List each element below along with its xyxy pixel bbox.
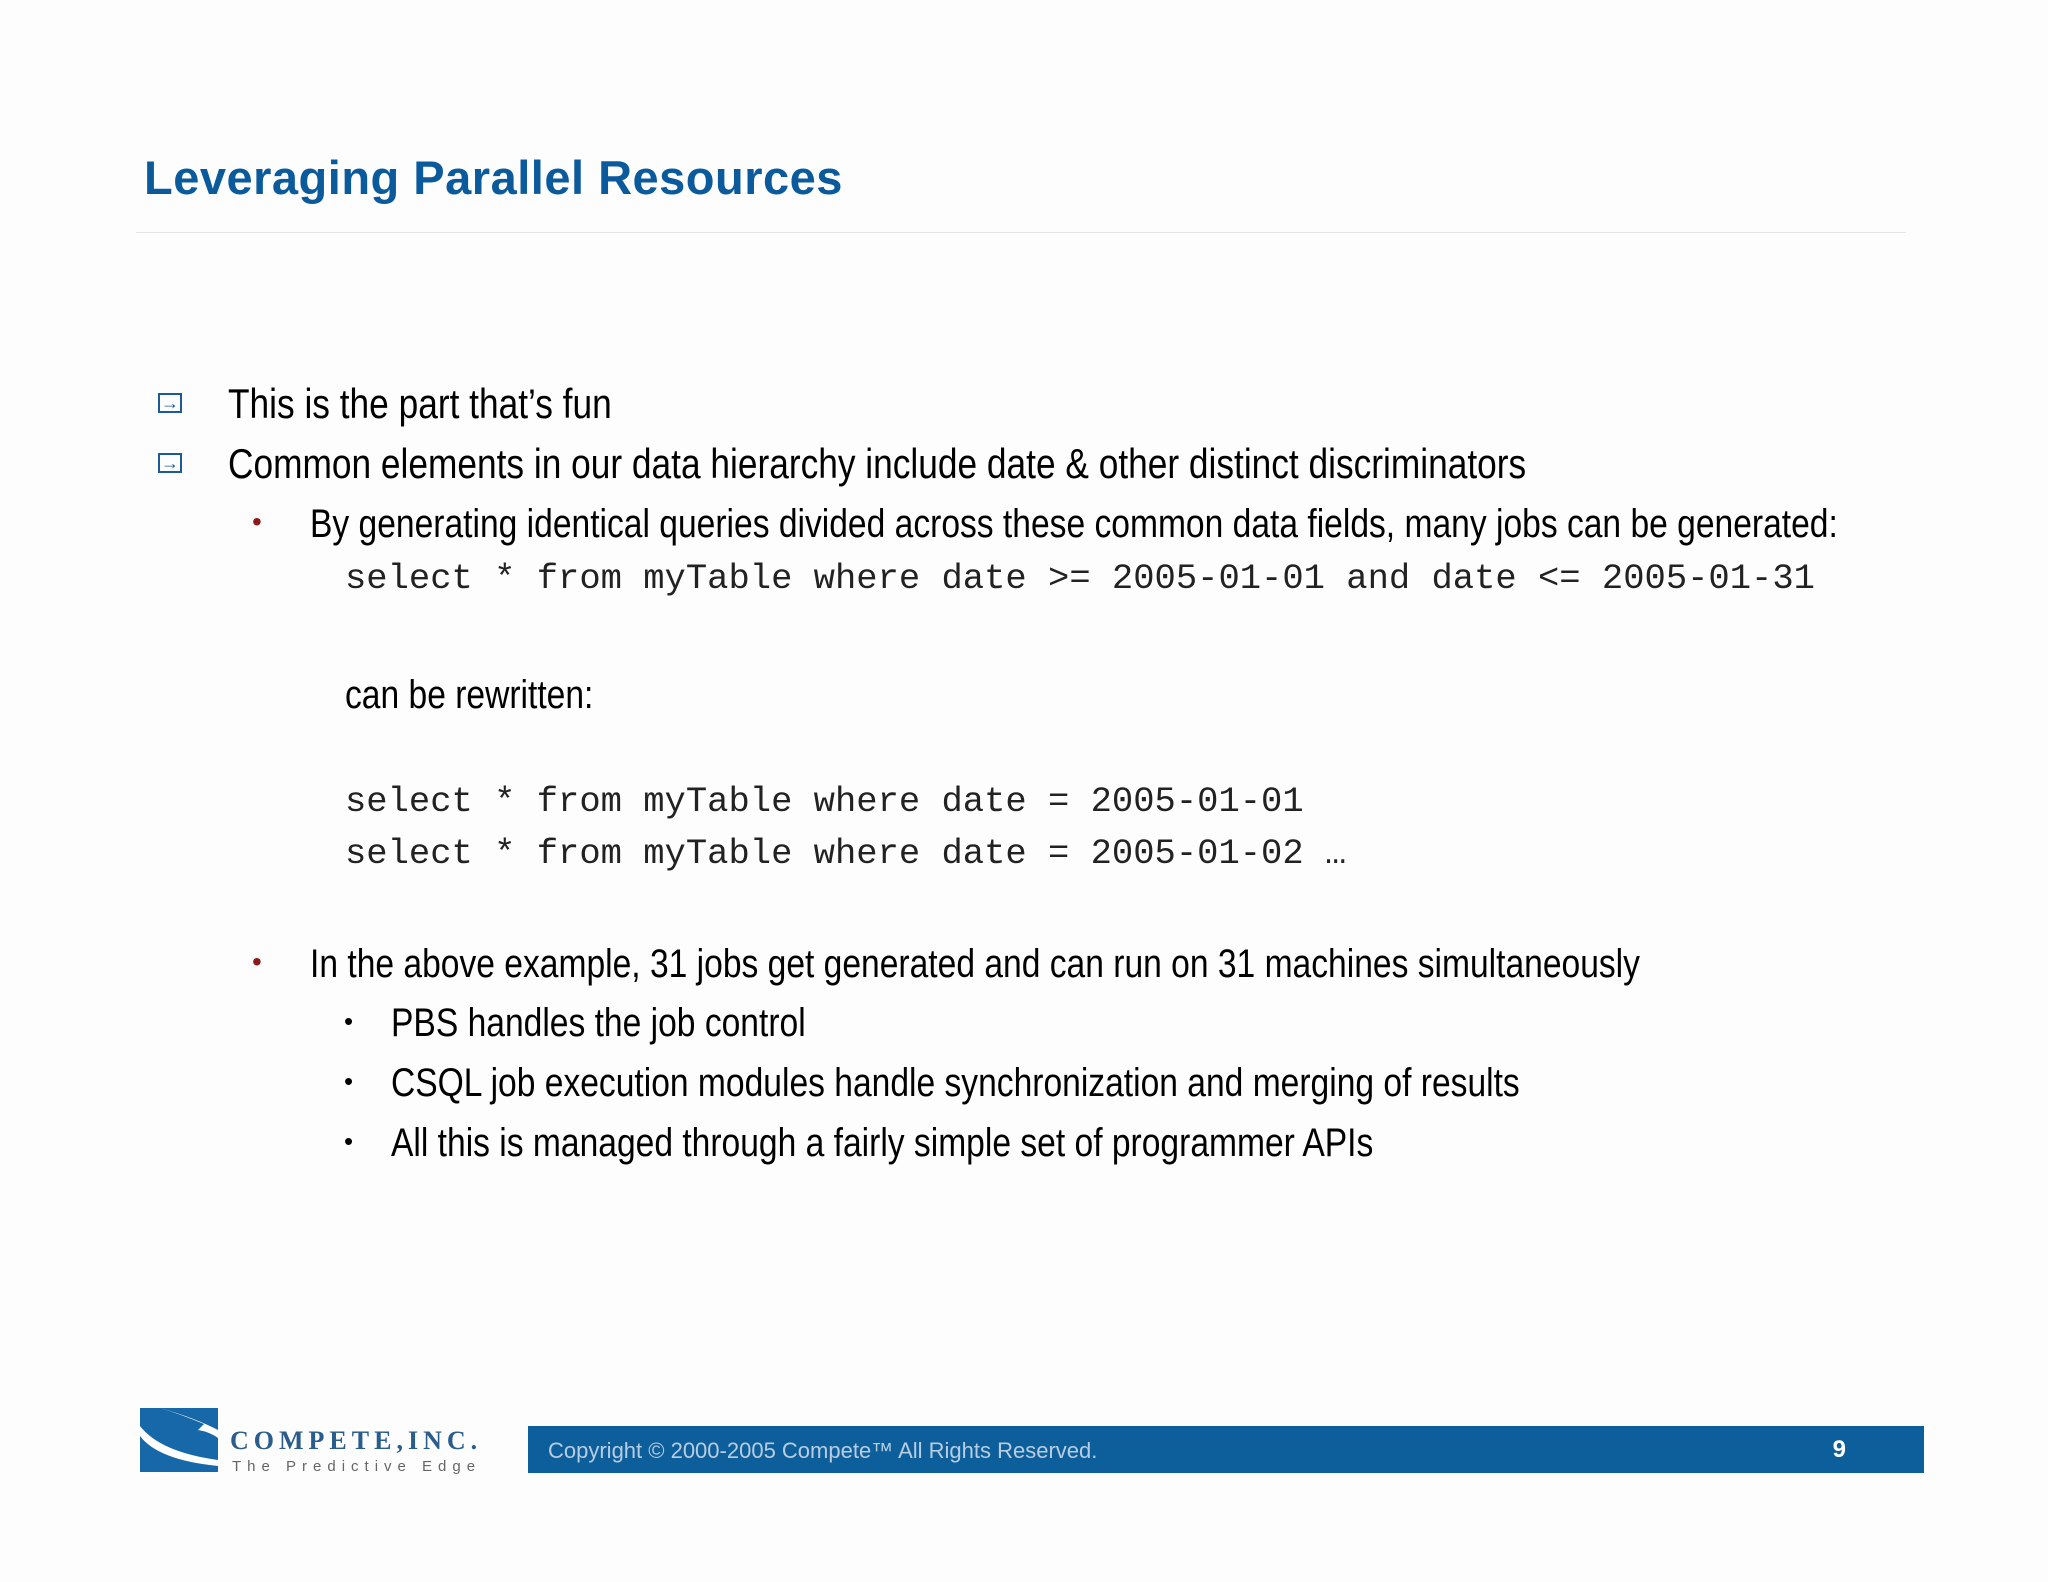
bullet-1: This is the part that’s fun (228, 380, 612, 427)
bullet-dot-icon: • (344, 1006, 354, 1036)
code-line-2: select * from myTable where date = 2005-01-01 (345, 781, 1304, 822)
bullet-text (228, 440, 1773, 488)
subsub-bullet-2: CSQL job execution modules handle synchronization and merging of results (391, 1061, 1520, 1105)
compete-logo-icon (140, 1408, 218, 1472)
sub-bullet-1: By generating identical queries divided across these common data fields, many jobs can be generated: (310, 502, 1838, 546)
logo-name: COMPETE,INC. (230, 1426, 483, 1455)
page-number: 9 (1832, 1436, 1846, 1463)
bullet-text (228, 380, 685, 428)
rewritten-label: can be rewritten: (345, 673, 594, 717)
slide-title: Leveraging Parallel Resources (144, 151, 843, 204)
bullet-dot-icon: • (344, 1066, 354, 1096)
arrow-box-bullet-icon: → (158, 393, 182, 413)
bullet-2: Common elements in our data hierarchy include date & other distinct discriminators (228, 440, 1527, 487)
arrow-box-bullet-icon: → (158, 453, 182, 473)
subsub-bullet-3: All this is managed through a fairly simple set of programmer APIs (391, 1121, 1374, 1165)
bullet-dot-icon: • (252, 506, 262, 537)
code-line-1: select * from myTable where date >= 2005-01-01 and date <= 2005-01-31 (345, 558, 1815, 599)
sub-bullet-2: In the above example, 31 jobs get generated and can run on 31 machines simultaneously (310, 942, 1640, 986)
title-divider (136, 232, 1906, 233)
subsub-bullet-1: PBS handles the job control (391, 1001, 806, 1045)
bullet-dot-icon: • (252, 946, 262, 977)
copyright-text: Copyright © 2000-2005 Compete™ All Rights Reserved. (548, 1438, 1098, 1463)
code-line-3: select * from myTable where date = 2005-01-02 … (345, 833, 1347, 874)
logo-tagline: The Predictive Edge (232, 1458, 482, 1475)
bullet-dot-icon: • (344, 1126, 354, 1156)
footer-bar (528, 1426, 1924, 1473)
